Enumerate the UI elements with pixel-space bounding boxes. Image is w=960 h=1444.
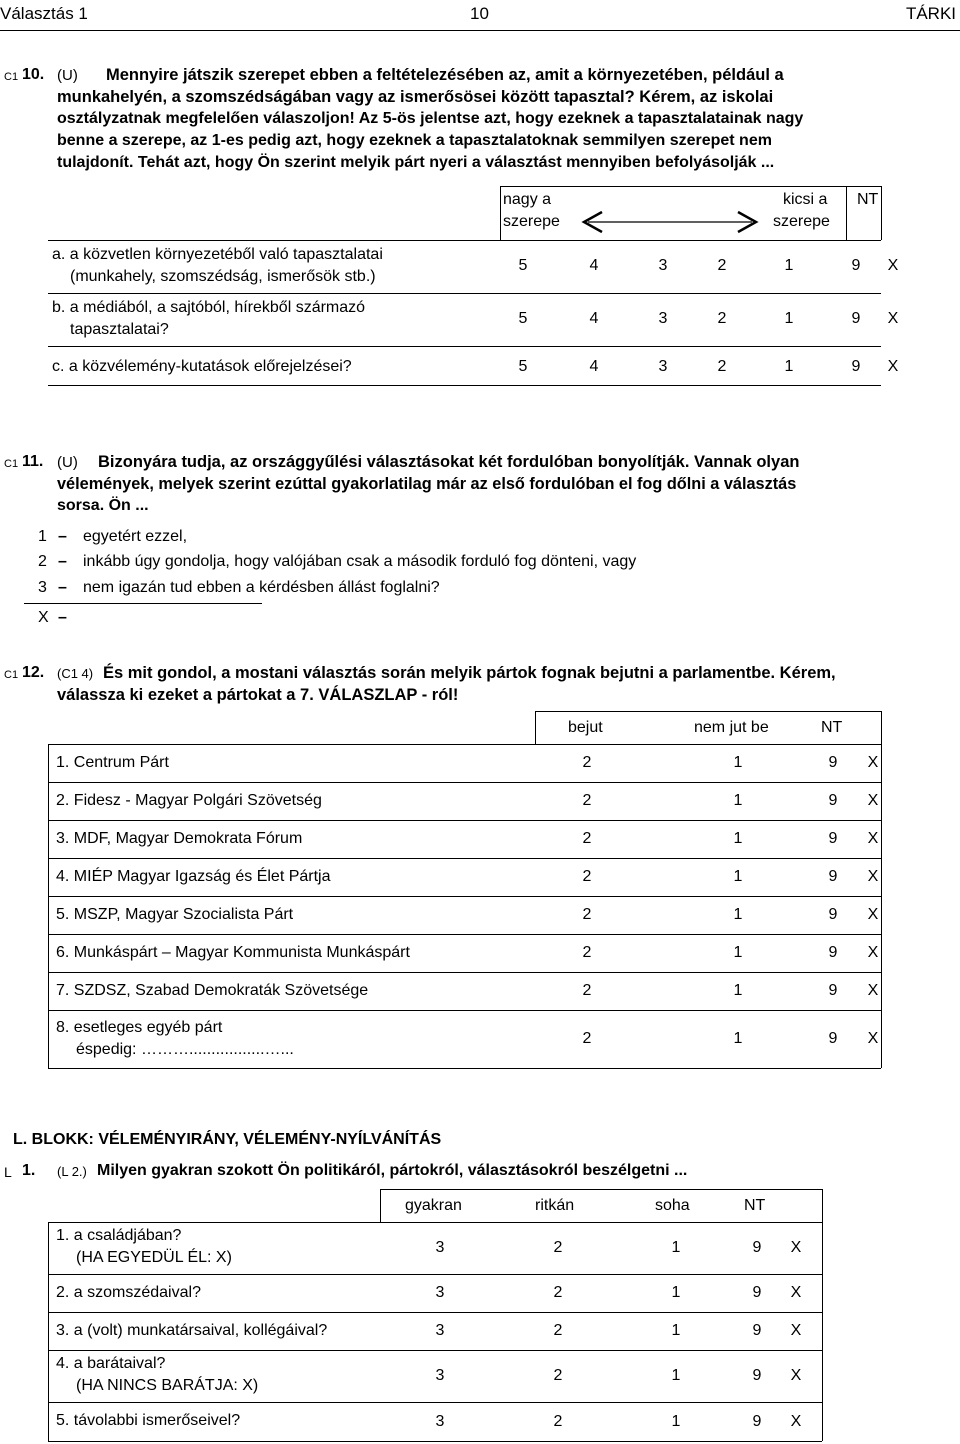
- q11-option-3-dash: –: [58, 579, 67, 596]
- q10-response-code: X: [887, 257, 899, 274]
- q10-response-code: 5: [518, 310, 528, 327]
- ql1-header-nt: NT: [744, 1197, 766, 1214]
- q12-response-code: 9: [828, 906, 838, 923]
- ql1-table-left: [48, 1222, 49, 1441]
- q12-response-code: 2: [582, 792, 592, 809]
- q12-number: 12.: [22, 664, 45, 681]
- ql1-header-left: [380, 1189, 381, 1222]
- q12-party-name: 7. SZDSZ, Szabad Demokraták Szövetsége: [56, 982, 369, 999]
- ql1-item-label: 5. távolabbi ismerőseivel?: [56, 1412, 241, 1429]
- q12-response-code: X: [867, 944, 879, 961]
- ql1-response-code: 3: [435, 1322, 445, 1339]
- q10-item-b-line2: tapasztalatai?: [70, 321, 169, 338]
- q10-response-code: 4: [589, 358, 599, 375]
- q12-response-code: 2: [582, 868, 592, 885]
- q10-table-bottom: [48, 385, 881, 386]
- q10-line3: osztályzatnak megfelelően válaszoljon! Az 5-ös jelentse azt, hogy ezeknek a tapasztalatainak nagy: [57, 110, 804, 127]
- q12-party-name: 8. esetleges egyéb párt: [56, 1019, 223, 1036]
- q11-option-x-code: X: [38, 609, 49, 626]
- q11-option-1-code: 1: [38, 528, 47, 545]
- q12-response-code: X: [867, 754, 879, 771]
- q12-response-code: 2: [582, 906, 592, 923]
- q12-table-left: [48, 744, 49, 1068]
- ql1-row-divider: [48, 1402, 822, 1403]
- scale-right-label-2: szerepe: [773, 213, 830, 230]
- q10-response-code: 1: [784, 358, 794, 375]
- q11-option-1-text: egyetért ezzel,: [83, 528, 188, 545]
- ql1-response-code: X: [790, 1322, 802, 1339]
- ql1-header-soha: soha: [655, 1197, 690, 1214]
- ql1-header-ritkan: ritkán: [535, 1197, 575, 1214]
- q12-response-code: 2: [582, 944, 592, 961]
- ql1-item-label: 4. a barátaival?: [56, 1355, 166, 1372]
- ql1-response-code: X: [790, 1367, 802, 1384]
- q12-party-name: 1. Centrum Párt: [56, 754, 169, 771]
- q11-option-1-dash: –: [58, 528, 67, 545]
- ql1-response-code: X: [790, 1239, 802, 1256]
- q10-response-code: 9: [851, 310, 861, 327]
- q12-row-divider: [48, 858, 881, 859]
- q12-row-divider: [48, 744, 881, 745]
- q12-response-code: X: [867, 982, 879, 999]
- ql1-code: L: [4, 1164, 12, 1180]
- q10-line5: tulajdonít. Tehát azt, hogy Ön szerint melyik párt nyeri a választást mennyiben befolyásolják ...: [57, 154, 775, 171]
- q12-response-code: X: [867, 830, 879, 847]
- ql1-response-code: 2: [553, 1367, 563, 1384]
- q11-line1: Bizonyára tudja, az országgyűlési választásokat két fordulóban bonyolítják. Vannak olyan: [98, 453, 800, 471]
- q12-party-name: 6. Munkáspárt – Magyar Kommunista Munkáspárt: [56, 944, 410, 961]
- ql1-item-label: 2. a szomszédaival?: [56, 1284, 201, 1301]
- ql1-table-bottom: [48, 1441, 822, 1442]
- q12-response-code: 1: [733, 754, 743, 771]
- q12-response-code: 1: [733, 982, 743, 999]
- q12-response-code: 1: [733, 830, 743, 847]
- ql1-response-code: 2: [553, 1412, 563, 1430]
- q12-response-code: 2: [582, 1030, 592, 1047]
- ql1-response-code: 9: [752, 1367, 762, 1384]
- scale-left-label-1: nagy a: [503, 191, 552, 208]
- q12-row-divider: [48, 896, 881, 897]
- q12-response-code: X: [867, 906, 879, 923]
- q12-prefix: (C1 4): [57, 666, 94, 681]
- ql1-response-code: 2: [553, 1239, 563, 1256]
- ql1-response-code: 1: [671, 1412, 681, 1430]
- q11-number: 11.: [22, 453, 44, 470]
- q10-item-c-line1: c. a közvélemény-kutatások előrejelzései?: [52, 358, 352, 375]
- scale-left-label-2: szerepe: [503, 213, 560, 230]
- q10-row-divider: [48, 293, 881, 294]
- ql1-response-code: 9: [752, 1322, 762, 1339]
- q11-option-3-code: 3: [38, 579, 47, 596]
- q12-row-divider: [48, 782, 881, 783]
- q12-row-divider: [48, 1010, 881, 1011]
- q11-line2: vélemények, melyek szerint ezúttal gyakorlatilag már az első fordulóban el fog dőlni a választás: [57, 475, 797, 493]
- q10-response-code: 2: [717, 358, 727, 375]
- ql1-item-label: 1. a családjában?: [56, 1227, 182, 1244]
- ql1-response-code: 2: [553, 1322, 563, 1339]
- q12-response-code: 9: [828, 868, 838, 885]
- q12-response-code: 1: [733, 868, 743, 885]
- q12-response-code: X: [867, 868, 879, 885]
- ql1-response-code: 3: [435, 1284, 445, 1301]
- ql1-response-code: 1: [671, 1284, 681, 1301]
- ql1-prefix: (L 2.): [57, 1164, 87, 1179]
- q10-line4: benne a szerepe, az 1-es pedig azt, hogy ezeknek a tapasztalatoknak semmilyen szerepet nem: [57, 132, 772, 149]
- ql1-number: 1.: [22, 1162, 36, 1179]
- ql1-header-right: [822, 1189, 823, 1222]
- scale-box-right: [881, 186, 882, 240]
- q12-code: C1: [4, 669, 19, 681]
- q12-response-code: 9: [828, 754, 838, 771]
- q10-response-code: X: [887, 358, 899, 375]
- ql1-response-code: X: [790, 1412, 802, 1430]
- q10-code: C1: [4, 71, 19, 83]
- q11-option-3-text: nem igazán tud ebben a kérdésben állást foglalni?: [83, 579, 440, 596]
- q12-party-name: 2. Fidesz - Magyar Polgári Szövetség: [56, 792, 322, 809]
- ql1-response-code: 3: [435, 1239, 445, 1256]
- scale-box-left: [500, 186, 501, 240]
- q10-line2: munkahelyén, a szomszédságában vagy az ismerősösei között tapasztal? Kérem, az iskolai: [57, 88, 774, 106]
- q12-response-code: 2: [582, 754, 592, 771]
- q10-table-top: [48, 240, 881, 241]
- q11-line3: sorsa. Ön ...: [57, 497, 149, 514]
- q10-response-code: 4: [589, 310, 599, 327]
- q10-item-a-line1: a. a közvetlen környezetéből való tapasztalatai: [52, 246, 383, 263]
- q12-response-code: X: [867, 1030, 879, 1047]
- q10-line1: Mennyire játszik szerepet ebben a feltételezésében az, amit a környezetében, például a: [106, 66, 784, 84]
- q10-response-code: X: [887, 310, 899, 327]
- q11-option-x-dash: –: [58, 609, 67, 626]
- ql1-response-code: 9: [752, 1239, 762, 1256]
- q12-line2: válassza ki ezeket a pártokat a 7. VÁLASZLAP - ról!: [57, 686, 459, 704]
- q12-header-nem-jut-be: nem jut be: [694, 719, 769, 736]
- q10-response-code: 5: [518, 257, 528, 274]
- ql1-response-code: 2: [553, 1284, 563, 1301]
- ql1-response-code: 1: [671, 1322, 681, 1339]
- q12-response-code: 9: [828, 944, 838, 961]
- ql1-row-divider: [48, 1222, 822, 1223]
- q12-line1: És mit gondol, a mostani választás során melyik pártok fognak bejutni a parlamentbe. Kérem,: [103, 664, 836, 682]
- ql1-response-code: X: [790, 1284, 802, 1301]
- ql1-row-divider: [48, 1350, 822, 1351]
- q11-option-2-code: 2: [38, 553, 47, 570]
- q10-response-code: 1: [784, 257, 794, 274]
- q12-response-code: 1: [733, 792, 743, 809]
- ql1-response-code: 1: [671, 1367, 681, 1384]
- q12-response-code: 9: [828, 830, 838, 847]
- header-left: Választás 1: [0, 4, 88, 23]
- ql1-row-divider: [48, 1274, 822, 1275]
- q10-response-code: 4: [589, 257, 599, 274]
- q12-party-name: 5. MSZP, Magyar Szocialista Párt: [56, 906, 294, 923]
- ql1-response-code: 9: [752, 1412, 762, 1430]
- q10-row-divider: [48, 346, 881, 347]
- ql1-response-code: 1: [671, 1239, 681, 1256]
- q12-header-right: [881, 711, 882, 744]
- header-rule: [0, 30, 960, 31]
- ql1-response-code: 9: [752, 1284, 762, 1301]
- q12-party-name: 4. MIÉP Magyar Igazság és Élet Pártja: [56, 868, 331, 885]
- header-page-number: 10: [470, 4, 489, 23]
- q12-response-code: 2: [582, 830, 592, 847]
- q12-party-name: 3. MDF, Magyar Demokrata Fórum: [56, 830, 303, 847]
- q12-header-left: [535, 711, 536, 744]
- q12-response-code: 9: [828, 982, 838, 999]
- ql1-item-note: (HA EGYEDÜL ÉL: X): [76, 1249, 232, 1266]
- header-right: TÁRKI: [905, 4, 956, 23]
- q10-response-code: 9: [851, 358, 861, 375]
- q12-row-divider: [48, 820, 881, 821]
- q12-response-code: 2: [582, 982, 592, 999]
- q12-response-code: 1: [733, 944, 743, 961]
- q10-response-code: 2: [717, 257, 727, 274]
- ql1-row-divider: [48, 1312, 822, 1313]
- q12-response-code: 9: [828, 1030, 838, 1047]
- q10-response-code: 9: [851, 257, 861, 274]
- q10-item-b-line1: b. a médiából, a sajtóból, hírekből származó: [52, 299, 366, 316]
- q12-header-top: [535, 711, 881, 712]
- scale-box-mid: [846, 186, 847, 240]
- q10-item-a-line2: (munkahely, szomszédság, ismerősök stb.): [70, 268, 376, 285]
- q12-table-bottom: [48, 1068, 881, 1069]
- q12-response-code: 9: [828, 792, 838, 809]
- ql1-header-top: [380, 1189, 822, 1190]
- q12-header-bejut: bejut: [568, 719, 603, 736]
- ql1-header-gyakran: gyakran: [405, 1197, 462, 1214]
- ql1-line1: Milyen gyakran szokott Ön politikáról, pártokról, választásokról beszélgetni ...: [97, 1162, 688, 1179]
- q10-response-code: 3: [658, 310, 668, 327]
- q11-code: C1: [4, 458, 19, 470]
- q10-response-code: 1: [784, 310, 794, 327]
- q10-response-code: 2: [717, 310, 727, 327]
- q10-number: 10.: [22, 66, 45, 83]
- q10-response-code: 3: [658, 257, 668, 274]
- q12-party-detail: éspedig: ……….................…...: [76, 1041, 294, 1058]
- q12-header-nt: NT: [821, 719, 843, 736]
- q11-option-separator: [24, 603, 262, 604]
- q11-option-2-text: inkább úgy gondolja, hogy valójában csak a második forduló fog dönteni, vagy: [83, 553, 637, 570]
- ql1-response-code: 3: [435, 1367, 445, 1384]
- q12-table-right: [881, 744, 882, 1068]
- q11-prefix: (U): [57, 454, 78, 471]
- q12-response-code: 1: [733, 1030, 743, 1047]
- q10-prefix: (U): [57, 67, 78, 84]
- ql1-item-note: (HA NINCS BARÁTJA: X): [76, 1377, 259, 1394]
- q10-response-code: 5: [518, 358, 528, 375]
- scale-nt-label: NT: [857, 191, 879, 208]
- scale-right-label-1: kicsi a: [783, 191, 828, 208]
- q12-row-divider: [48, 934, 881, 935]
- ql1-item-label: 3. a (volt) munkatársaival, kollégáival?: [56, 1322, 328, 1339]
- q12-response-code: X: [867, 792, 879, 809]
- q12-row-divider: [48, 972, 881, 973]
- scale-box-top: [500, 186, 881, 187]
- q11-option-2-dash: –: [58, 553, 67, 570]
- ql1-response-code: 3: [435, 1412, 445, 1430]
- ql1-table-right: [822, 1222, 823, 1441]
- scale-arrow-icon: [580, 208, 760, 236]
- q12-response-code: 1: [733, 906, 743, 923]
- q10-response-code: 3: [658, 358, 668, 375]
- block-l-title: L. BLOKK: VÉLEMÉNYIRÁNY, VÉLEMÉNY-NYÍLVÁNÍTÁS: [13, 1131, 442, 1148]
